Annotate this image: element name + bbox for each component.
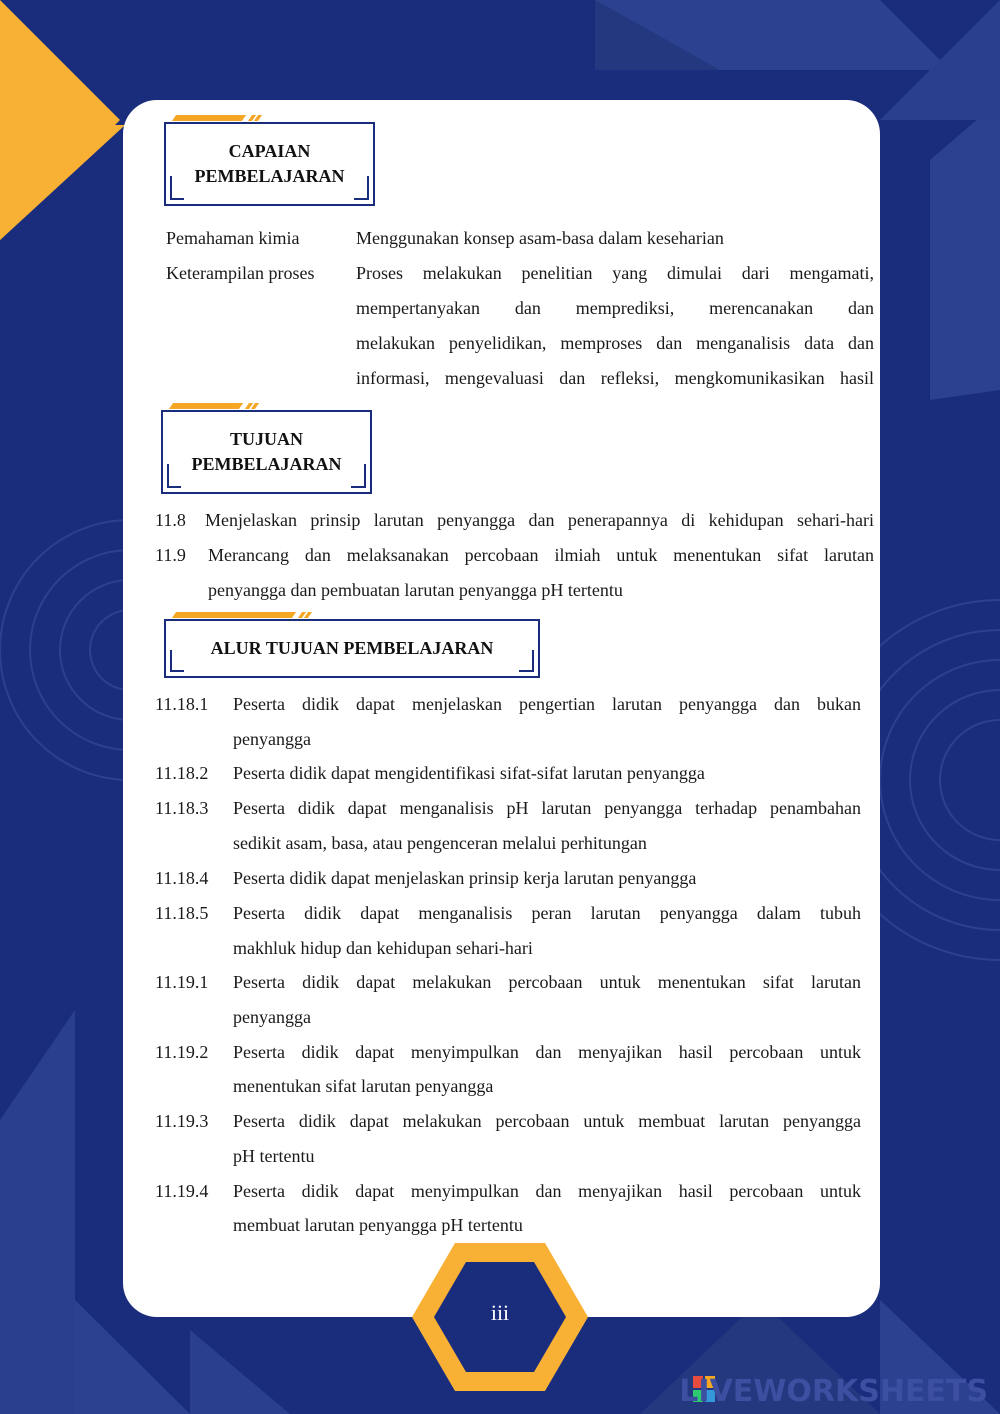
tujuan-text: Menjelaskan prinsip larutan penyangga dan penerapannya di kehidupan sehari-hari xyxy=(205,510,874,530)
alur-text: penyangga xyxy=(233,729,311,749)
alur-text: Peserta didik dapat menjelaskan pengertian larutan penyangga dan bukan xyxy=(233,694,861,714)
capaian-text-1: Menggunakan konsep asam-basa dalam keseharian xyxy=(356,228,724,248)
alur-text: Peserta didik dapat menganalisis peran larutan penyangga dalam tubuh xyxy=(233,903,861,923)
heading-alur-text: ALUR TUJUAN PEMBELAJARAN xyxy=(210,638,494,658)
tujuan-number: 11.9 xyxy=(155,545,186,565)
page-number: iii xyxy=(490,1300,510,1325)
watermark-text: LIVEWORKSHEETS xyxy=(679,1374,988,1409)
tujuan-text: Merancang dan melaksanakan percobaan ilmiah untuk menentukan sifat larutan xyxy=(208,545,874,565)
alur-text: penyangga xyxy=(233,1007,311,1027)
tujuan-text: penyangga dan pembuatan larutan penyangga pH tertentu xyxy=(208,580,623,600)
tujuan-number: 11.8 xyxy=(155,510,186,530)
alur-text: Peserta didik dapat menganalisis pH larutan penyangga terhadap penambahan xyxy=(233,798,861,818)
alur-number: 11.19.1 xyxy=(155,972,209,992)
alur-text: menentukan sifat larutan penyangga xyxy=(233,1076,494,1096)
alur-number: 11.18.3 xyxy=(155,798,209,818)
alur-text: pH tertentu xyxy=(233,1146,315,1166)
alur-text: Peserta didik dapat melakukan percobaan untuk membuat larutan penyangga xyxy=(233,1111,861,1131)
alur-text: Peserta didik dapat mengidentifikasi sifat-sifat larutan penyangga xyxy=(233,763,705,783)
alur-text: sedikit asam, basa, atau pengenceran melalui perhitungan xyxy=(233,833,647,853)
alur-number: 11.19.4 xyxy=(155,1181,209,1201)
heading-capaian-text: CAPAIAN PEMBELAJARAN xyxy=(194,141,345,186)
heading-tujuan-text: TUJUAN PEMBELAJARAN xyxy=(191,429,342,474)
alur-text: Peserta didik dapat melakukan percobaan untuk menentukan sifat larutan xyxy=(233,972,861,992)
capaian-label-1: Pemahaman kimia xyxy=(166,228,300,248)
heading-capaian xyxy=(164,122,375,206)
capaian-line: mempertanyakan dan memprediksi, merencanakan dan xyxy=(356,298,874,318)
alur-number: 11.19.3 xyxy=(155,1111,209,1131)
capaian-line: melakukan penyelidikan, memproses dan menganalisis data dan xyxy=(356,333,874,353)
heading-tujuan xyxy=(161,410,372,494)
alur-text: membuat larutan penyangga pH tertentu xyxy=(233,1215,523,1235)
alur-number: 11.19.2 xyxy=(155,1042,209,1062)
alur-text: Peserta didik dapat menyimpulkan dan menyajikan hasil percobaan untuk xyxy=(233,1042,861,1062)
capaian-line: Proses melakukan penelitian yang dimulai dari mengamati, xyxy=(356,263,874,283)
alur-text: Peserta didik dapat menyimpulkan dan menyajikan hasil percobaan untuk xyxy=(233,1181,861,1201)
alur-number: 11.18.5 xyxy=(155,903,209,923)
alur-number: 11.18.4 xyxy=(155,868,209,888)
alur-text: makhluk hidup dan kehidupan sehari-hari xyxy=(233,938,533,958)
capaian-label-2: Keterampilan proses xyxy=(166,263,315,283)
alur-text: Peserta didik dapat menjelaskan prinsip kerja larutan penyangga xyxy=(233,868,697,888)
alur-number: 11.18.2 xyxy=(155,763,209,783)
capaian-line: informasi, mengevaluasi dan refleksi, mengkomunikasikan hasil xyxy=(356,368,874,388)
heading-alur xyxy=(164,619,540,678)
alur-number: 11.18.1 xyxy=(155,694,209,714)
